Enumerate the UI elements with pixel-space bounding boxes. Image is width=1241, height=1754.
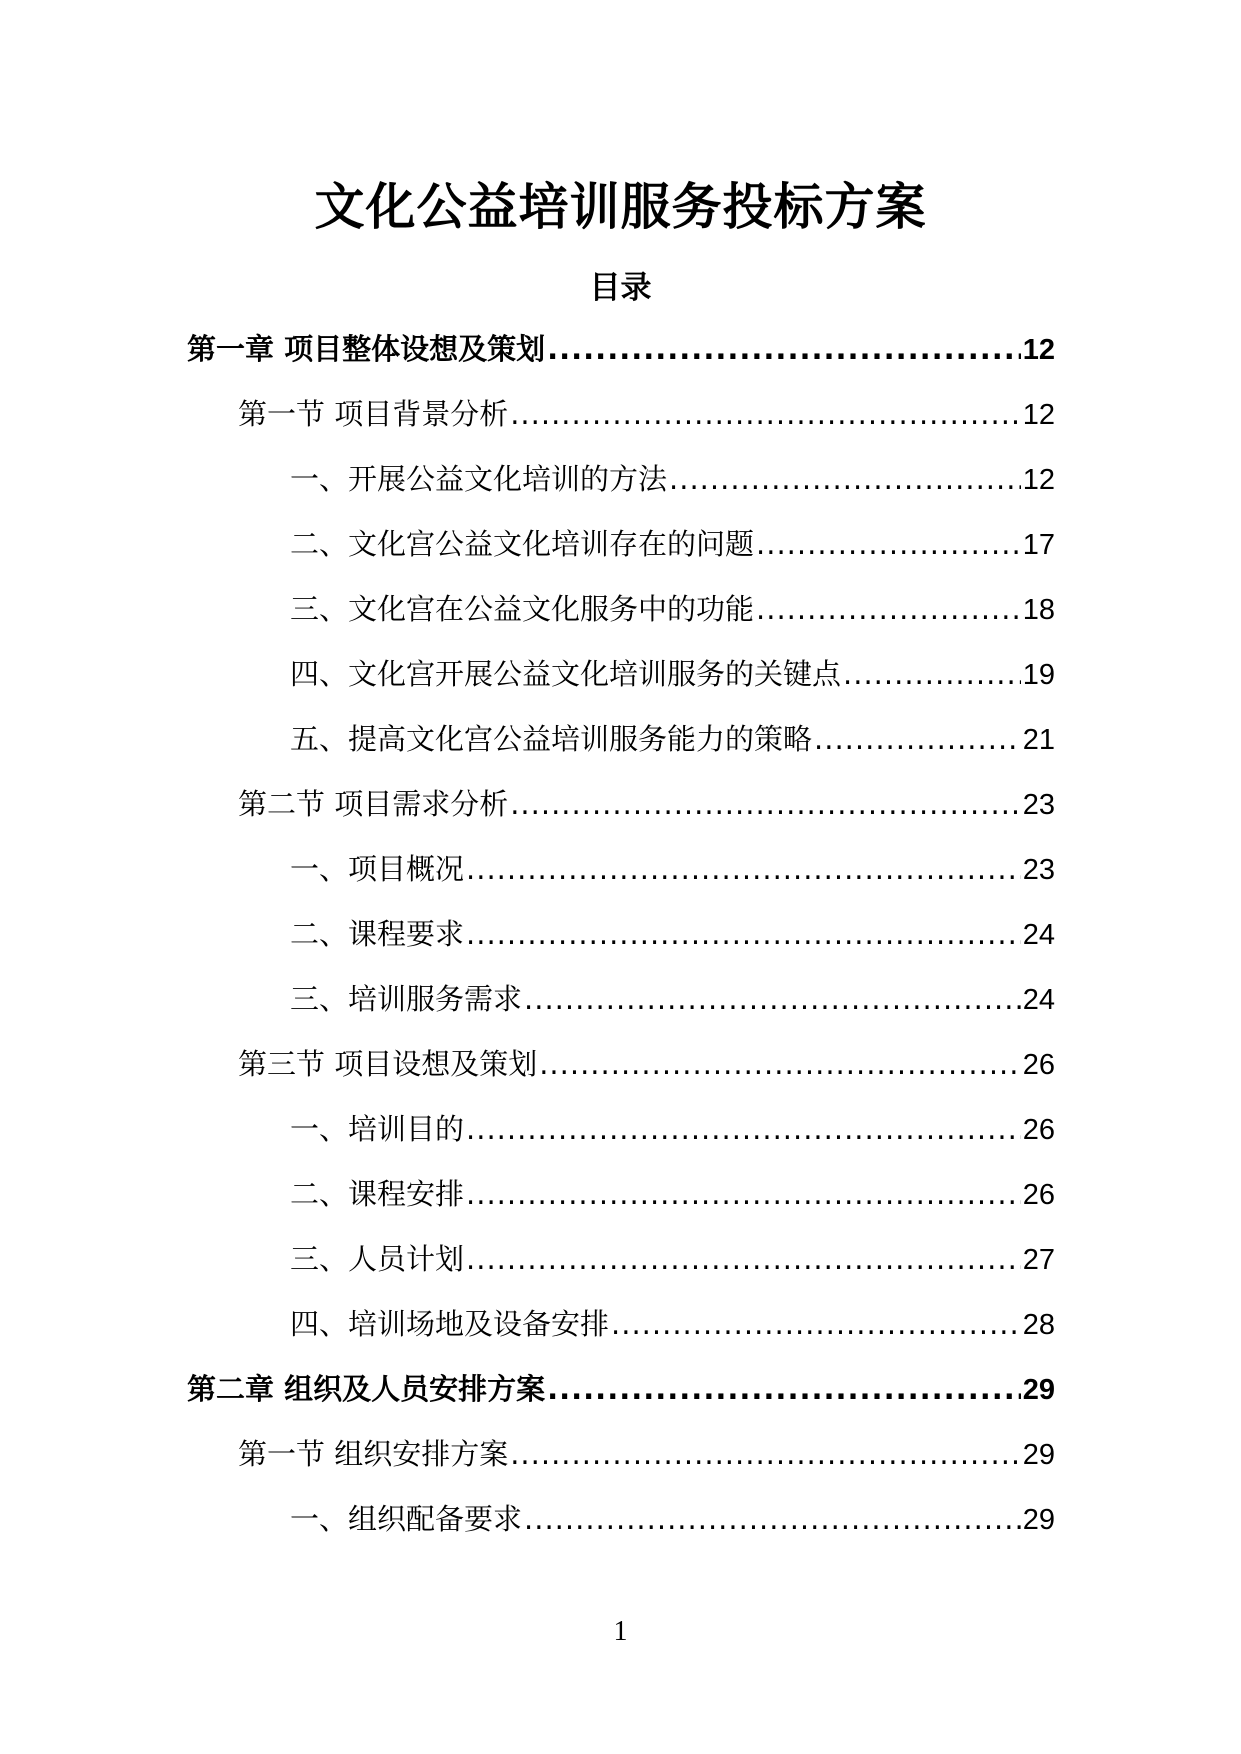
toc-entry-page: 18 bbox=[1022, 594, 1055, 626]
toc-dot-leader bbox=[510, 393, 1021, 435]
toc-entry-label: 四、文化宫开展公益文化培训服务的关键点 bbox=[290, 657, 842, 691]
toc-entry-label: 四、培训场地及设备安排 bbox=[290, 1307, 610, 1341]
toc-entry-page: 12 bbox=[1022, 399, 1055, 431]
toc-dot-leader bbox=[756, 588, 1021, 630]
document-title: 文化公益培训服务投标方案 bbox=[314, 178, 927, 236]
toc-entry-subsection[interactable] bbox=[187, 718, 1055, 783]
toc-dot-leader bbox=[466, 913, 1021, 955]
toc-entry-page: 12 bbox=[1022, 464, 1055, 496]
toc-entry-section[interactable] bbox=[187, 393, 1055, 458]
toc-entry-section[interactable] bbox=[187, 1043, 1055, 1108]
toc-entry-subsection[interactable] bbox=[187, 848, 1055, 913]
toc-entry-subsection[interactable] bbox=[187, 523, 1055, 588]
toc-entry-page: 28 bbox=[1022, 1309, 1055, 1341]
toc-entry-page: 29 bbox=[1022, 1504, 1055, 1536]
toc-entry-label: 一、组织配备要求 bbox=[290, 1502, 523, 1536]
toc-dot-leader bbox=[466, 1108, 1021, 1150]
toc-entry-page: 27 bbox=[1022, 1244, 1055, 1276]
toc-entry-subsection[interactable] bbox=[187, 1238, 1055, 1303]
toc-entry-label: 三、培训服务需求 bbox=[290, 982, 523, 1016]
toc-entry-section[interactable] bbox=[187, 1433, 1055, 1498]
toc-entry-subsection[interactable] bbox=[187, 1303, 1055, 1368]
toc-dot-leader bbox=[547, 1368, 1021, 1410]
toc-dot-leader bbox=[524, 1498, 1021, 1540]
toc-dot-leader bbox=[547, 328, 1021, 370]
page-number: 1 bbox=[613, 1616, 628, 1647]
toc-entry-page: 26 bbox=[1022, 1179, 1055, 1211]
toc-dot-leader bbox=[466, 848, 1021, 890]
toc-entry-label: 第三节 项目设想及策划 bbox=[238, 1047, 538, 1081]
toc-entry-subsection[interactable] bbox=[187, 913, 1055, 978]
toc-entry-page: 21 bbox=[1022, 724, 1055, 756]
toc-entry-page: 26 bbox=[1022, 1049, 1055, 1081]
toc-entry-label: 第二节 项目需求分析 bbox=[238, 787, 509, 821]
toc-entry-label: 一、项目概况 bbox=[290, 852, 465, 886]
toc-entry-label: 第二章 组织及人员安排方案 bbox=[187, 1372, 546, 1406]
toc-entry-page: 29 bbox=[1022, 1374, 1055, 1406]
toc-entry-page: 12 bbox=[1022, 334, 1055, 366]
toc-entry-page: 17 bbox=[1022, 529, 1055, 561]
toc-entry-subsection[interactable] bbox=[187, 1108, 1055, 1173]
toc-entry-section[interactable] bbox=[187, 783, 1055, 848]
toc-entry-label: 一、开展公益文化培训的方法 bbox=[290, 462, 668, 496]
toc-entry-label: 二、课程要求 bbox=[290, 917, 465, 951]
toc-entry-page: 29 bbox=[1022, 1439, 1055, 1471]
toc-entry-page: 26 bbox=[1022, 1114, 1055, 1146]
toc-entry-label: 第一节 组织安排方案 bbox=[238, 1437, 509, 1471]
toc-entry-subsection[interactable] bbox=[187, 653, 1055, 718]
toc-entry-label: 二、课程安排 bbox=[290, 1177, 465, 1211]
toc-entry-page: 24 bbox=[1022, 919, 1055, 951]
toc-dot-leader bbox=[510, 783, 1021, 825]
toc-entry-subsection[interactable] bbox=[187, 1173, 1055, 1238]
toc-entry-chapter-2[interactable] bbox=[187, 1368, 1055, 1433]
toc-dot-leader bbox=[756, 523, 1021, 565]
toc-dot-leader bbox=[524, 978, 1021, 1020]
toc-dot-leader bbox=[539, 1043, 1021, 1085]
toc-dot-leader bbox=[466, 1173, 1021, 1215]
toc-dot-leader bbox=[843, 653, 1021, 695]
toc-entry-label: 第一节 项目背景分析 bbox=[238, 397, 509, 431]
table-of-contents bbox=[187, 328, 1055, 1563]
toc-entry-label: 五、提高文化宫公益培训服务能力的策略 bbox=[290, 722, 813, 756]
toc-entry-label: 第一章 项目整体设想及策划 bbox=[187, 332, 546, 366]
toc-dot-leader bbox=[814, 718, 1021, 760]
toc-dot-leader bbox=[510, 1433, 1021, 1475]
toc-dot-leader bbox=[611, 1303, 1021, 1345]
toc-entry-label: 三、文化宫在公益文化服务中的功能 bbox=[290, 592, 755, 626]
toc-entry-subsection[interactable] bbox=[187, 458, 1055, 523]
toc-entry-chapter-1[interactable] bbox=[187, 328, 1055, 393]
toc-entry-label: 一、培训目的 bbox=[290, 1112, 465, 1146]
toc-dot-leader bbox=[669, 458, 1021, 500]
toc-heading: 目录 bbox=[589, 270, 652, 306]
toc-entry-subsection[interactable] bbox=[187, 978, 1055, 1043]
toc-entry-label: 二、文化宫公益文化培训存在的问题 bbox=[290, 527, 755, 561]
toc-entry-subsection[interactable] bbox=[187, 588, 1055, 653]
toc-entry-page: 19 bbox=[1022, 659, 1055, 691]
toc-entry-label: 三、人员计划 bbox=[290, 1242, 465, 1276]
toc-dot-leader bbox=[466, 1238, 1021, 1280]
toc-entry-page: 24 bbox=[1022, 984, 1055, 1016]
toc-entry-page: 23 bbox=[1022, 854, 1055, 886]
toc-entry-page: 23 bbox=[1022, 789, 1055, 821]
toc-entry-subsection[interactable] bbox=[187, 1498, 1055, 1563]
